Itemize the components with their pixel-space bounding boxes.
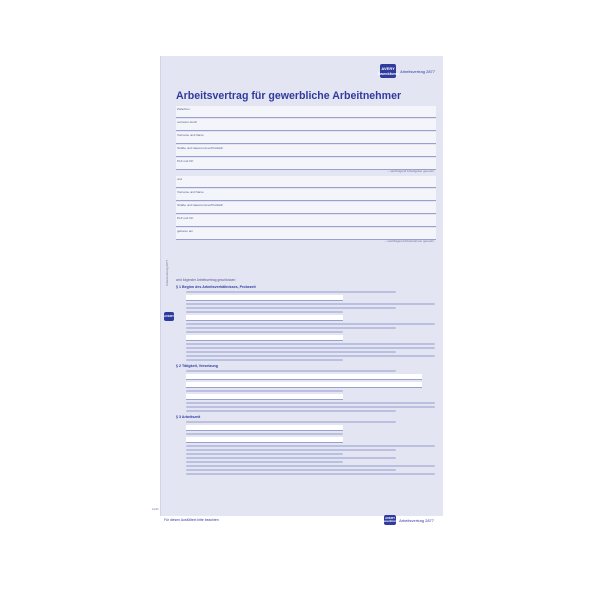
field-row[interactable]: Straße und Hausnummer/Postfach: [176, 202, 436, 214]
section-heading: § 2 Tätigkeit, Versetzung: [176, 364, 218, 368]
field-row[interactable]: Vorname und Name: [176, 189, 436, 201]
intro-text: wird folgender Arbeitsvertrag geschlossen:: [176, 278, 237, 282]
field-row[interactable]: Straße und Hausnummer/Postfach: [176, 145, 436, 157]
footer-note: Für diesen Ausfülltext bitte beachten: [164, 518, 219, 522]
field-row[interactable]: Vorname und Name: [176, 132, 436, 144]
field-row[interactable]: Zwischen: [176, 106, 436, 118]
section-heading: § 1 Beginn des Arbeitsverhältnisses, Probezeit: [176, 285, 256, 289]
product-name: Arbeitsvertrag 2877: [399, 517, 434, 523]
page-code: 1a/13: [152, 508, 159, 511]
field-row[interactable]: vertreten durch: [176, 119, 436, 131]
avery-zweckform-logo: AVERY Zweckform: [377, 66, 399, 76]
product-name: Arbeitsvertrag 2877: [400, 68, 435, 74]
field-row[interactable]: PLZ und Ort: [176, 215, 436, 227]
field-row[interactable]: und: [176, 176, 436, 188]
avery-zweckform-logo: AVERY Zweckform: [382, 516, 398, 523]
party-fields: [176, 106, 436, 241]
page-title: Arbeitsvertrag für gewerbliche Arbeitnehmer: [176, 90, 402, 102]
avery-zweckform-logo: AVERY: [164, 312, 174, 321]
contract-page: [160, 56, 443, 516]
section-heading: § 3 Arbeitszeit: [176, 415, 201, 419]
page-footer: [160, 517, 442, 527]
contract-body: [176, 278, 438, 477]
brand-header: [377, 64, 435, 78]
footer-brand: [384, 515, 434, 525]
field-row[interactable]: PLZ und Ort – nachfolgend Arbeitgeber genannt: [177, 159, 434, 173]
side-product-code: Arbeitsvertrag 2877: [165, 259, 169, 286]
side-logo: [164, 312, 174, 321]
field-row[interactable]: geboren am – nachfolgend Arbeitnehmer genannt: [177, 229, 434, 243]
